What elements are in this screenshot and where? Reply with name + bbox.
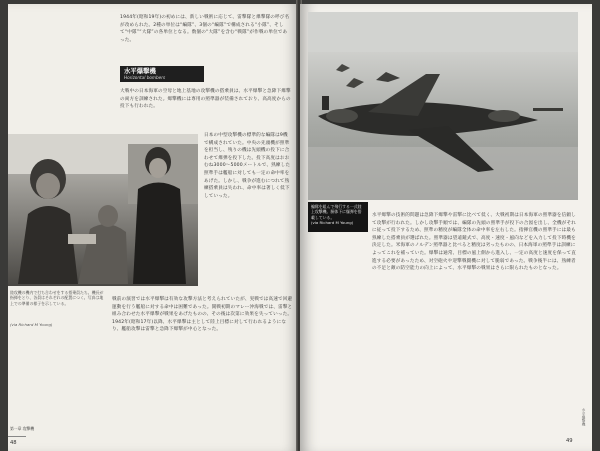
bomber-photo-image	[308, 12, 578, 200]
bomber-caption-credit: (via Richard M Young)	[311, 220, 354, 226]
crew-photo	[8, 134, 198, 286]
section-heading	[120, 66, 204, 82]
body-lower-paragraph: 戦前の演習では水平爆撃は有効な攻撃方法と考えられていたが、実戦では高速で回避運動を行う艦船に対する命中は困難であった。開戦初期のマレー沖海戦では、雷撃と組み合わせた水平爆撃が戦果をあげたものの、その後は次第に効果を失っていった。1942年(昭和17年)以降、水平爆撃は主として陸上目標に対して行われるようになり、艦船攻撃は雷撃と急降下爆撃が中心となった。	[112, 297, 293, 333]
section-title: 水平爆撃機	[124, 67, 156, 75]
left-page	[8, 4, 298, 451]
bomber-photo-caption	[308, 202, 368, 232]
crew-photo-image	[8, 134, 198, 286]
bomber-photo	[308, 12, 578, 200]
crew-photo-caption: 陸攻機の機内で打ち合わせをする搭乗員たち。機長が指揮をとり、各員はそれぞれの配置につく。写真は地上での準備の様子を示している。	[10, 290, 104, 306]
body-upper-paragraph: 大戦中の日本海軍の空母と地上基地の攻撃機の搭乗員は、水平爆撃と急降下爆撃の両方を訓練された。爆撃機には専用の照準器が装備されており、高高度からの投下も行われた。	[120, 89, 291, 110]
crew-photo-credit: (via Richard M Young)	[10, 322, 53, 327]
right-body-text: 水平爆撃の技術的問題は急降下爆撃や雷撃に比べて低く、大戦初期は日本海軍の照準器を信頼して攻撃が行われた。しかし攻撃手順では、編隊の先頭の照準手が投下の合図を出し、全機がそれに従って投下するため、照準の精度が編隊全体の命中率を左右した。指揮官機の照準手には最も熟練した搭乗員が選ばれた。照準器は望遠鏡式で、高度・速度・風向などを入力して投下時機を決定した。米海軍のノルデン照準器と比べると精度は劣ったものの、日本海軍の照準手は訓練によってこれを補っていた。爆撃は通常、目標の風上側から進入し、一定の高度と速度を保って直進する必要があったため、対空砲火や迎撃戦闘機に対して脆弱であった。戦争後半には、熟練者の不足と敵の防空能力の向上によって、水平爆撃の戦果はさらに限られたものとなった。	[372, 213, 576, 272]
right-page	[300, 4, 592, 451]
bomber-caption-jp: 編隊を組んで飛行する一式陸上攻撃機。胴体下に爆弾を搭載している。	[311, 204, 362, 220]
intro-paragraph: 1944年(昭和19年)の初めには、新しい戦術に応じて、雷撃隊と爆撃隊の呼び名が改められた。2種の単位は“編隊”、3個の“編隊”で構成される“小隊”、そして“中隊”“大隊”の各単位となる。数個の“大隊”を含む“戦隊”が作戦の単位であった。	[120, 15, 290, 43]
left-page-number: 48	[10, 440, 17, 446]
section-subtitle: Horizontal bombers	[124, 75, 166, 80]
body-right-column: 日本の中型攻撃機の標準的な編隊は9機で構成されていた。中央の先頭機が照準を担当し、残りの機は先頭機の投下に合わせて爆弾を投下した。投下高度はおおむね3000～5000メートルで、熟練した照準手は艦船に対しても一定の命中率をあげた。しかし、戦争が進むにつれて熟練搭乗員は失われ、命中率は著しく低下していった。	[204, 133, 291, 199]
right-running-label: 水平爆撃機	[582, 408, 586, 426]
left-footer-label: 第一章 攻撃機	[10, 426, 34, 431]
left-footer-rule	[8, 436, 26, 437]
right-page-number: 49	[566, 438, 573, 444]
